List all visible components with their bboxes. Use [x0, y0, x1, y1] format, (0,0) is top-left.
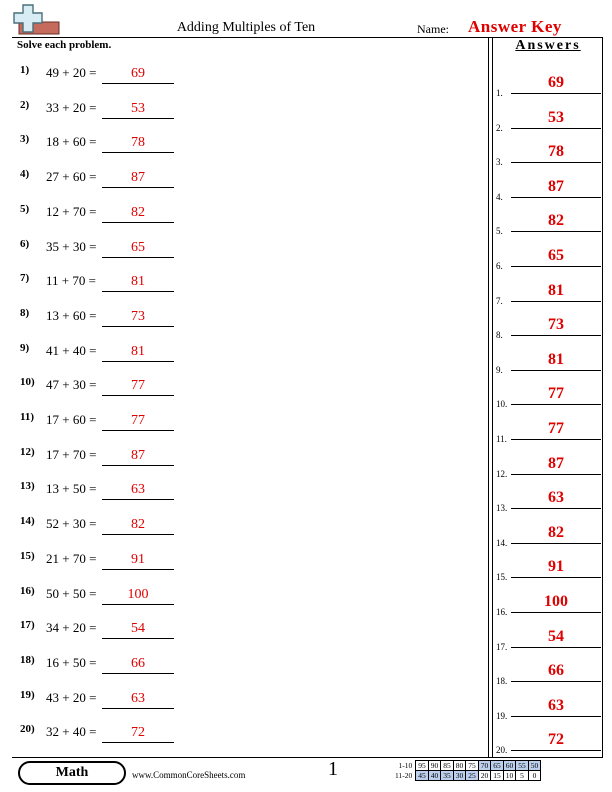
problem-expression: 52 + 30 = — [46, 516, 97, 532]
problem-number: 15) — [20, 549, 35, 562]
answer-key-row — [493, 316, 603, 350]
problem-answer[interactable]: 69 — [131, 66, 145, 81]
score-cell: 0 — [528, 771, 541, 781]
problem-row — [0, 411, 300, 445]
problem-answer[interactable]: 78 — [131, 135, 145, 151]
problem-number: 18) — [20, 653, 35, 666]
problem-answer[interactable]: 73 — [131, 308, 145, 324]
answer-key-row — [493, 109, 603, 143]
score-cell: 45 — [416, 771, 429, 781]
problem-expression: 13 + 50 = — [46, 481, 97, 497]
problem-number: 12) — [20, 445, 35, 458]
footer-divider — [12, 757, 603, 758]
answer-key-line — [511, 577, 601, 578]
problem-number: 11) — [20, 411, 35, 423]
answer-key-line — [511, 612, 601, 613]
answer-key-row — [493, 662, 603, 696]
answer-blank-line — [102, 499, 174, 500]
score-cell: 40 — [428, 771, 441, 781]
answer-key-line — [511, 335, 601, 336]
problem-expression: 43 + 20 = — [46, 689, 97, 705]
page-number: 1 — [328, 758, 338, 780]
problem-row — [0, 446, 300, 480]
problem-answer[interactable]: 81 — [131, 343, 145, 359]
problem-number: 1) — [20, 64, 30, 76]
answer-key-value: 65 — [548, 247, 564, 264]
problem-row — [0, 480, 300, 514]
answer-key-number: 16. — [496, 607, 508, 617]
answer-key-line — [511, 543, 601, 544]
answer-blank-line — [102, 430, 174, 431]
problem-row — [0, 515, 300, 549]
problem-row — [0, 203, 300, 237]
answer-key-row — [493, 628, 603, 662]
name-label: Name: — [417, 22, 449, 36]
answer-blank-line — [102, 604, 174, 605]
answer-key-line — [511, 370, 601, 371]
score-cell: 75 — [466, 761, 479, 771]
answer-key-number: 8. — [496, 330, 503, 341]
score-row-11-20 — [395, 771, 541, 781]
score-cell: 80 — [453, 761, 466, 771]
answer-key-value: 91 — [548, 558, 564, 576]
worksheet-title: Adding Multiples of Ten — [176, 20, 316, 35]
answer-blank-line — [102, 361, 174, 362]
answer-key-value: 82 — [548, 212, 564, 230]
answer-key-line — [511, 197, 601, 198]
problem-answer[interactable]: 63 — [131, 482, 145, 498]
answer-key-line — [511, 508, 601, 509]
answer-key-line — [511, 681, 601, 682]
problem-row — [0, 99, 300, 133]
problem-answer[interactable]: 91 — [131, 551, 145, 567]
score-cell: 20 — [478, 771, 491, 781]
answer-key-row — [493, 593, 603, 627]
problem-row — [0, 619, 300, 653]
score-cell: 10 — [503, 771, 516, 781]
problem-expression: 17 + 70 = — [46, 446, 97, 462]
problem-number: 2) — [20, 98, 30, 111]
answer-blank-line — [102, 742, 174, 743]
answer-key-value: 63 — [548, 696, 564, 714]
problem-answer[interactable]: 77 — [131, 378, 145, 394]
answer-key-number: 14. — [496, 537, 508, 548]
answer-blank-line — [102, 673, 174, 674]
answer-blank-line — [102, 465, 174, 466]
answer-key-value: 87 — [548, 177, 564, 195]
answer-key-number: 18. — [496, 676, 508, 687]
problem-number: 9) — [20, 341, 30, 354]
problem-answer[interactable]: 63 — [131, 690, 145, 706]
problem-expression: 50 + 50 = — [46, 585, 97, 601]
problem-expression: 16 + 50 = — [46, 654, 97, 670]
answer-key-value: 87 — [548, 454, 564, 472]
answer-blank-line — [102, 326, 174, 327]
answer-key-line — [511, 439, 601, 440]
answer-key-value: 100 — [544, 593, 568, 610]
answer-blank-line — [102, 257, 174, 258]
answer-blank-line — [102, 291, 174, 292]
problem-row — [0, 585, 300, 619]
answer-key-line — [511, 716, 601, 717]
answer-key-value: 77 — [548, 385, 564, 403]
answer-key-row — [493, 212, 603, 246]
problem-expression: 34 + 20 = — [46, 620, 97, 636]
problem-answer[interactable]: 54 — [131, 621, 145, 637]
problem-row — [0, 168, 300, 202]
answer-key-number: 9. — [496, 364, 503, 375]
answer-key-number: 10. — [496, 399, 508, 410]
answer-blank-line — [102, 395, 174, 396]
problem-number: 5) — [20, 202, 30, 215]
problem-expression: 11 + 70 = — [46, 273, 96, 289]
answer-blank-line — [102, 187, 174, 188]
answer-key-number: 12. — [496, 468, 508, 479]
problem-answer[interactable]: 82 — [131, 204, 145, 220]
problem-answer[interactable]: 53 — [131, 100, 145, 116]
problem-number: 8) — [20, 306, 30, 319]
score-table — [395, 760, 541, 781]
problem-expression: 12 + 70 = — [46, 203, 97, 219]
answer-blank-line — [102, 534, 174, 535]
problem-answer[interactable]: 72 — [131, 725, 145, 741]
problem-row — [0, 238, 300, 272]
answer-key-row — [493, 143, 603, 177]
problem-row — [0, 64, 300, 98]
score-cell: 70 — [478, 761, 491, 771]
score-cell: 95 — [416, 761, 429, 771]
answer-key-number: 1. — [496, 88, 503, 98]
answer-key-number: 13. — [496, 503, 508, 514]
problem-expression: 47 + 30 = — [46, 377, 97, 393]
answer-key-value: 78 — [548, 143, 564, 161]
answer-key-row — [493, 282, 603, 316]
problem-number: 10) — [20, 376, 35, 389]
problem-row — [0, 723, 300, 757]
answer-key-number: 19. — [496, 710, 508, 721]
answer-blank-line — [102, 118, 174, 119]
problem-expression: 13 + 60 = — [46, 307, 97, 323]
answer-blank-line — [102, 638, 174, 639]
problem-answer[interactable]: 100 — [127, 586, 149, 602]
problem-expression: 35 + 30 = — [46, 238, 97, 254]
problem-row — [0, 689, 300, 723]
answer-key-value: 77 — [548, 420, 564, 437]
answer-key-row — [493, 455, 603, 489]
problem-expression: 49 + 20 = — [46, 65, 97, 80]
score-cell: 55 — [516, 761, 529, 771]
answer-key-line — [511, 231, 601, 232]
answer-key-row — [493, 524, 603, 558]
problem-row — [0, 272, 300, 306]
score-cell: 25 — [466, 771, 479, 781]
problem-number: 14) — [20, 515, 35, 528]
math-badge: Math — [18, 761, 126, 785]
answer-key-line — [511, 647, 601, 648]
answer-blank-line — [102, 569, 174, 570]
problem-answer[interactable]: 87 — [131, 170, 145, 186]
answer-key-value: 72 — [548, 731, 564, 749]
score-row-1-10 — [395, 761, 541, 771]
answer-key-row — [493, 74, 603, 108]
answer-key-value: 63 — [548, 489, 564, 507]
answer-key-number: 15. — [496, 572, 508, 583]
answer-key-line — [511, 750, 601, 751]
answer-key-line — [511, 404, 601, 405]
answer-key-number: 11. — [496, 434, 507, 444]
answer-key-row — [493, 247, 603, 281]
problem-number: 17) — [20, 619, 35, 632]
problem-number: 6) — [20, 237, 30, 250]
answer-key-line — [511, 162, 601, 163]
answer-key-value: 54 — [548, 627, 564, 645]
answer-key-row — [493, 385, 603, 419]
score-cell: 30 — [453, 771, 466, 781]
answer-key-row — [493, 351, 603, 385]
score-cell: 85 — [441, 761, 454, 771]
problem-expression: 41 + 40 = — [46, 342, 97, 358]
problem-answer[interactable]: 82 — [131, 517, 145, 533]
answer-blank-line — [102, 222, 174, 223]
problem-row — [0, 133, 300, 167]
answer-key-value: 81 — [548, 350, 564, 368]
problem-expression: 27 + 60 = — [46, 169, 97, 185]
answer-key-line — [511, 128, 601, 129]
problem-expression: 32 + 40 = — [46, 724, 97, 740]
problem-expression: 21 + 70 = — [46, 550, 97, 566]
answer-key-row — [493, 558, 603, 592]
answer-key-number: 5. — [496, 226, 503, 237]
problem-row — [0, 307, 300, 341]
problem-row — [0, 342, 300, 376]
answer-key-value: 81 — [548, 281, 564, 299]
answer-key-number: 2. — [496, 122, 503, 133]
problem-row — [0, 376, 300, 410]
answer-key-line — [511, 93, 601, 94]
score-cell: 5 — [516, 771, 529, 781]
score-cell: 65 — [491, 761, 504, 771]
answer-key-line — [511, 474, 601, 475]
problem-expression: 33 + 20 = — [46, 99, 97, 115]
problem-answer[interactable]: 66 — [131, 655, 145, 671]
problem-row — [0, 654, 300, 688]
answer-key-line — [511, 301, 601, 302]
answer-blank-line — [102, 708, 174, 709]
answer-key-number: 6. — [496, 261, 503, 271]
problem-answer[interactable]: 65 — [131, 239, 145, 255]
answer-key-value: 73 — [548, 316, 564, 334]
score-cell: 50 — [528, 761, 541, 771]
answer-key-row — [493, 489, 603, 523]
answer-key-value: 69 — [548, 74, 564, 91]
problem-expression: 17 + 60 = — [46, 412, 97, 427]
problem-number: 13) — [20, 480, 35, 493]
problem-answer[interactable]: 81 — [131, 274, 145, 290]
website-link[interactable]: www.CommonCoreSheets.com — [132, 770, 246, 780]
problem-number: 16) — [20, 584, 35, 597]
answer-key-number: 20. — [496, 745, 508, 756]
problem-row — [0, 550, 300, 584]
answer-key-row — [493, 178, 603, 212]
answer-key-row — [493, 697, 603, 731]
answer-key-number: 17. — [496, 641, 508, 652]
answer-key-value: 82 — [548, 523, 564, 541]
problem-number: 7) — [20, 272, 30, 285]
problem-answer[interactable]: 77 — [131, 413, 145, 428]
answer-blank-line — [102, 152, 174, 153]
problem-number: 20) — [20, 723, 35, 736]
problem-number: 4) — [20, 168, 30, 181]
answers-panel-border — [488, 37, 489, 757]
problem-number: 3) — [20, 133, 30, 146]
score-cell: 90 — [428, 761, 441, 771]
instructions: Solve each problem. — [17, 39, 112, 51]
answer-key-number: 4. — [496, 191, 503, 202]
score-cell: 35 — [441, 771, 454, 781]
answer-key-value: 66 — [548, 662, 564, 680]
problem-expression: 18 + 60 = — [46, 134, 97, 150]
answer-key-number: 3. — [496, 157, 503, 168]
answer-key-line — [511, 266, 601, 267]
score-cell: 60 — [503, 761, 516, 771]
problem-number: 19) — [20, 688, 35, 701]
score-row-label: 11-20 — [395, 771, 413, 780]
answer-key-number: 7. — [496, 295, 503, 306]
answer-blank-line — [102, 83, 174, 84]
answer-key-label: Answer Key — [468, 17, 562, 36]
score-row-label: 1-10 — [398, 761, 413, 770]
score-cell: 15 — [491, 771, 504, 781]
answer-key-row — [493, 420, 603, 454]
answer-key-value: 53 — [548, 108, 564, 126]
problem-answer[interactable]: 87 — [131, 447, 145, 463]
answers-heading: Answers — [515, 38, 581, 53]
